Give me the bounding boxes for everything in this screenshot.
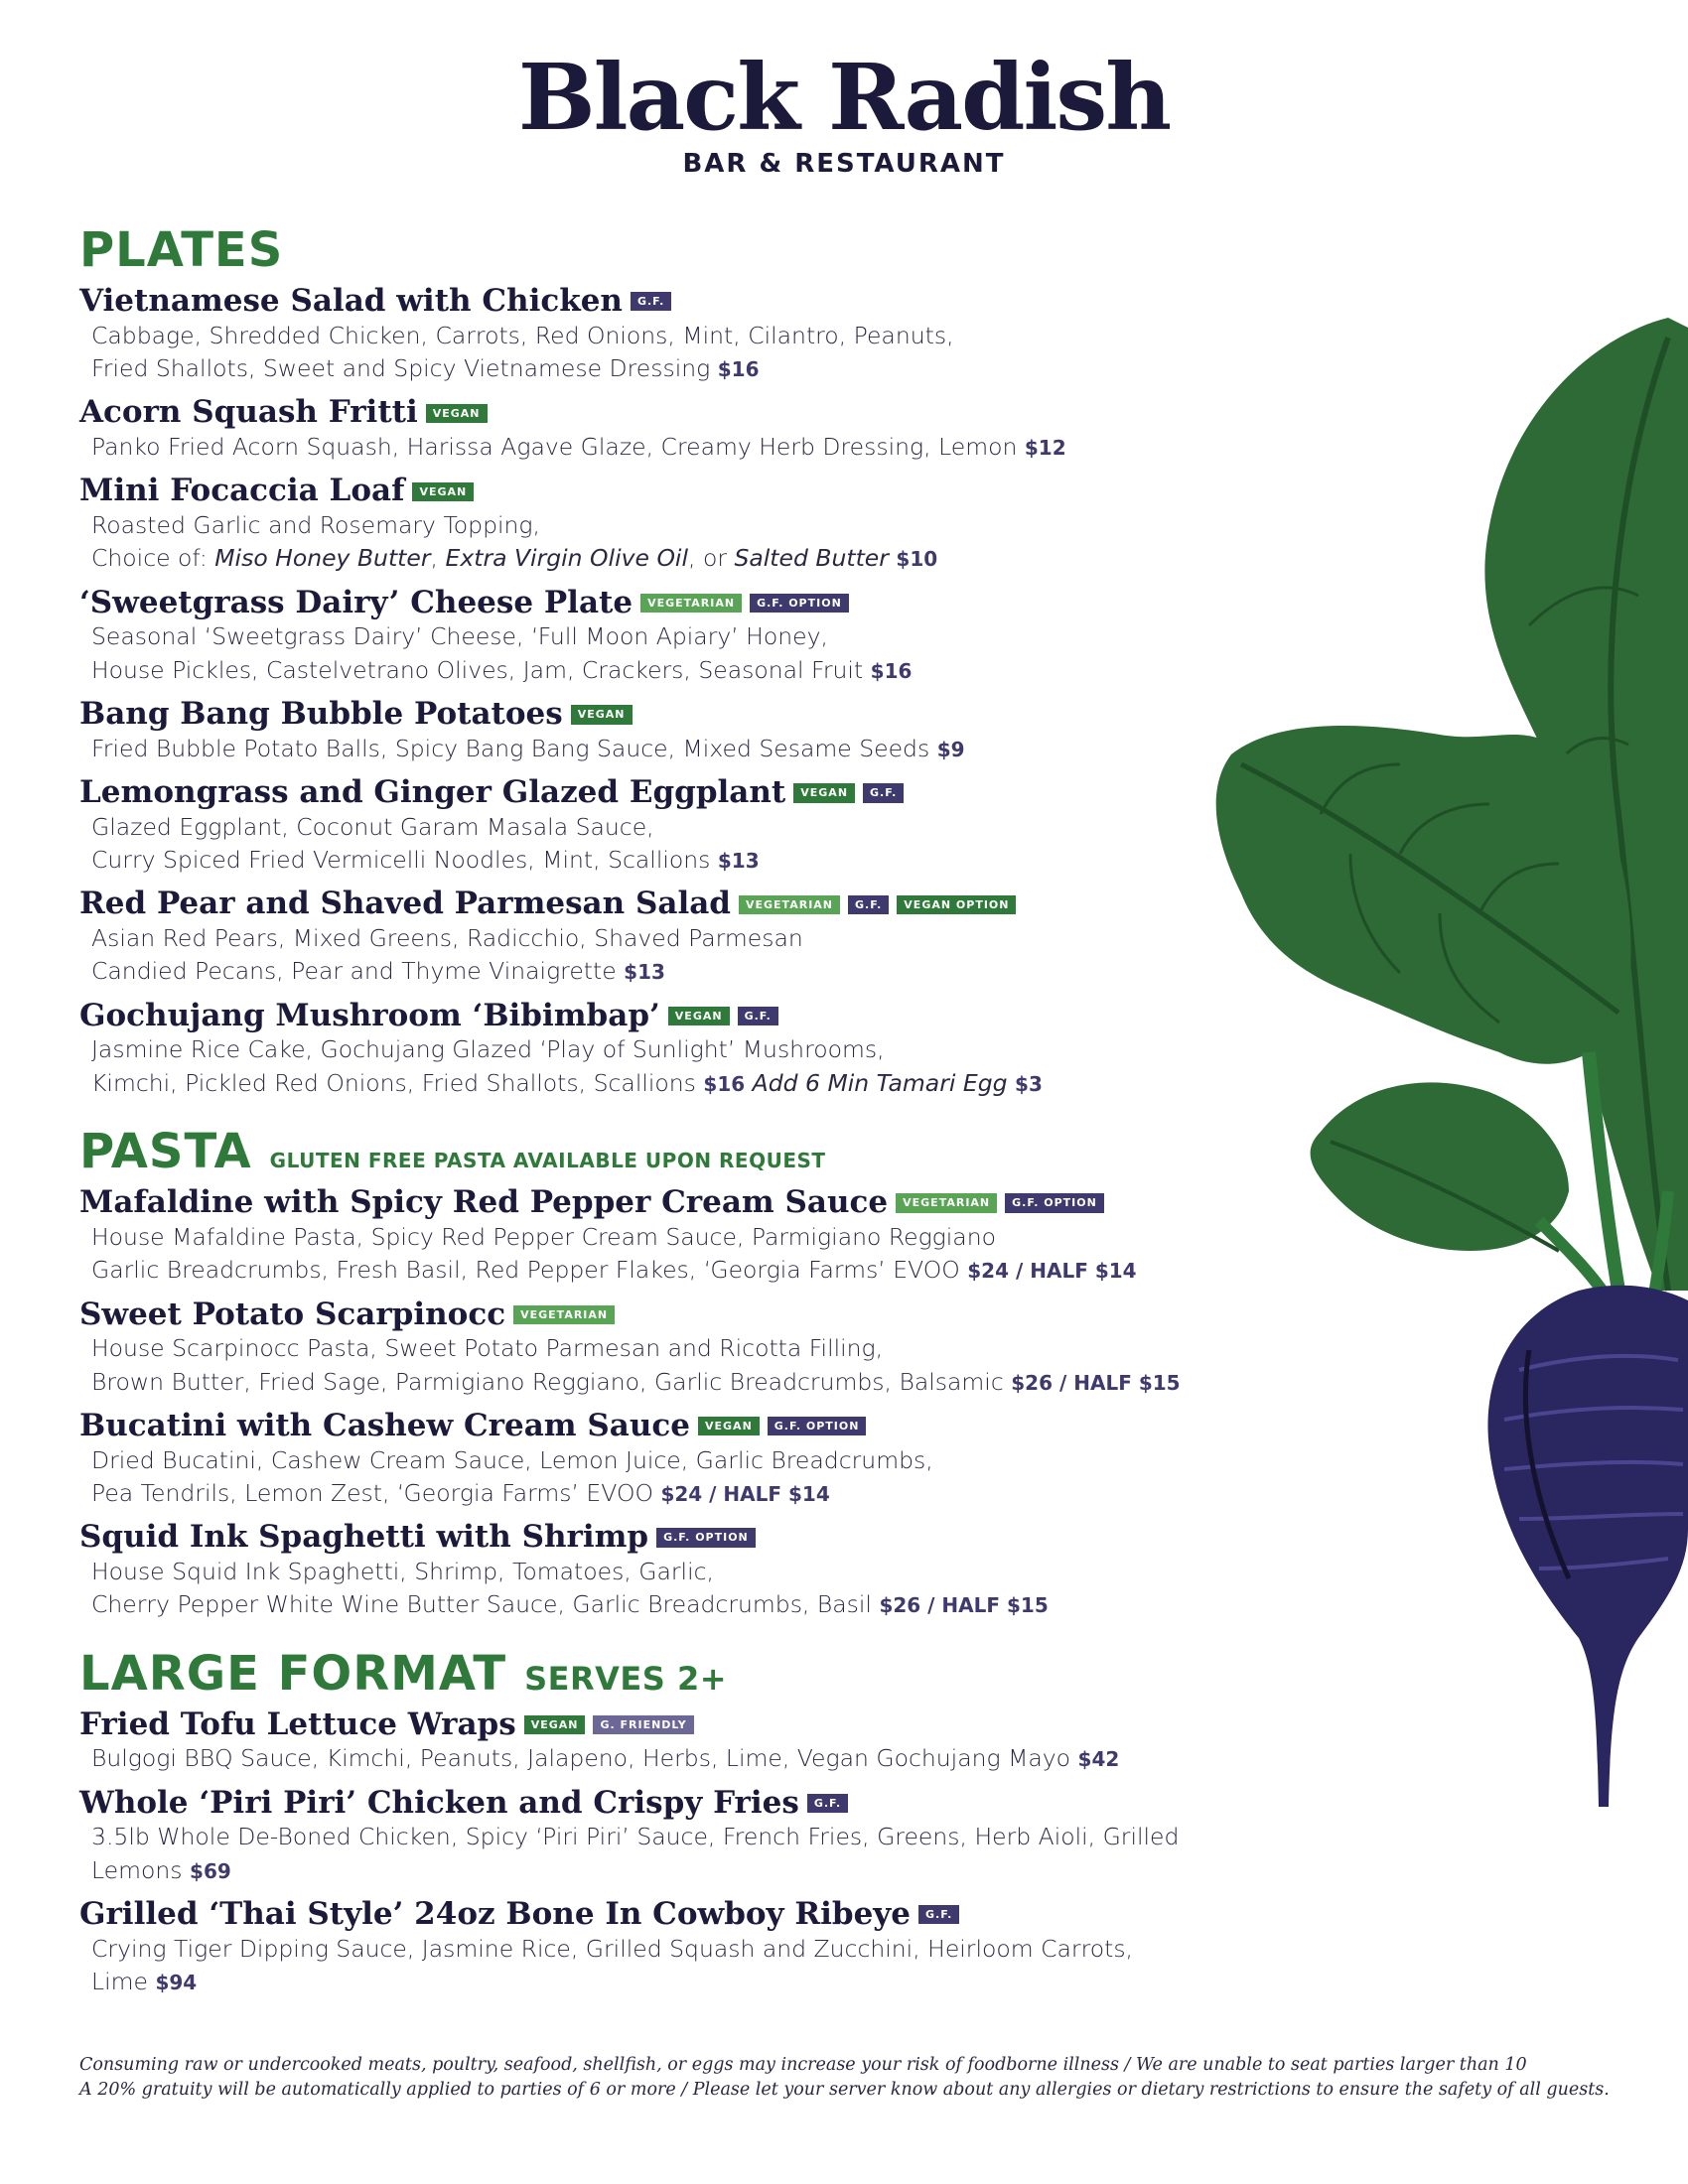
description-line: House Mafaldine Pasta, Spicy Red Pepper Cream Sauce, Parmigiano Reggiano <box>91 1222 996 1251</box>
item-price: $42 <box>1077 1747 1120 1772</box>
diet-tag: G.F. <box>863 783 904 802</box>
diet-tag: G.F. <box>738 1007 778 1025</box>
description-text: Panko Fried Acorn Squash, Harissa Agave Glaze, Creamy Herb Dressing, Lemon <box>91 433 1018 461</box>
item-name: Red Pear and Shaved Parmesan Salad <box>79 886 731 922</box>
description-text: Candied Pecans, Pear and Thyme Vinaigrette <box>91 957 617 986</box>
section-plates <box>79 222 1192 1100</box>
item-price: $16 <box>870 658 913 683</box>
menu-item <box>79 999 1192 1100</box>
item-name: Lemongrass and Ginger Glazed Eggplant <box>79 774 786 811</box>
description-line <box>91 352 1192 385</box>
description-line <box>91 1742 1192 1775</box>
item-description <box>79 1821 1192 1887</box>
description-text: Cherry Pepper White Wine Butter Sauce, Garlic Breadcrumbs, Basil <box>91 1590 872 1619</box>
item-name: Grilled ‘Thai Style’ 24oz Bone In Cowboy Ribeye <box>79 1895 912 1932</box>
description-line <box>91 654 1192 687</box>
item-description <box>79 1556 1192 1622</box>
item-name: Gochujang Mushroom ‘Bibimbap’ <box>79 997 660 1033</box>
item-price: $9 <box>936 737 965 761</box>
item-price: $94 <box>155 1970 198 1994</box>
item-description <box>79 1742 1192 1775</box>
item-price: $26 / HALF $15 <box>1011 1370 1181 1395</box>
item-description <box>79 922 1192 989</box>
description-line <box>91 1477 1192 1510</box>
item-price: $12 <box>1024 436 1066 460</box>
addon-text: Add 6 Min Tamari Egg <box>752 1068 1008 1097</box>
description-line: House Scarpinocc Pasta, Sweet Potato Parmesan and Ricotta Filling, <box>91 1334 884 1363</box>
item-description <box>79 1444 1192 1511</box>
footer-line: A 20% gratuity will be automatically applied to parties of 6 or more / Please let your server know about any allergies or dietary restrictions to ensure the safety of all guests. <box>79 2080 1610 2101</box>
description-line: Asian Red Pears, Mixed Greens, Radicchio, Shaved Parmesan <box>91 924 803 953</box>
description-line: Seasonal ‘Sweetgrass Dairy’ Cheese, ‘Full Moon Apiary’ Honey, <box>91 622 828 651</box>
menu-footer <box>79 2053 1628 2104</box>
menu-item <box>79 1297 1192 1399</box>
section-large-format <box>79 1645 1192 1999</box>
menu-item <box>79 1409 1192 1510</box>
menu-item <box>79 1786 1192 1887</box>
menu-item <box>79 1520 1192 1621</box>
footer-line: Consuming raw or undercooked meats, poultry, seafood, shellfish, or eggs may increase your risk of foodborne illness / We are unable to seat parties larger than 10 <box>79 2055 1527 2075</box>
menu-item <box>79 586 1192 687</box>
diet-tag: G.F. OPTION <box>768 1417 867 1435</box>
separator-text: , <box>430 544 446 573</box>
diet-tag: VEGETARIAN <box>640 594 742 613</box>
item-description <box>79 431 1192 464</box>
description-text: Choice of: <box>91 544 215 573</box>
item-price: $69 <box>190 1858 231 1883</box>
item-price: $16 <box>717 357 760 381</box>
section-title: PLATES <box>79 222 284 278</box>
item-description <box>79 509 1192 576</box>
menu-item <box>79 697 1192 765</box>
diet-tag: G.F. OPTION <box>1005 1193 1104 1212</box>
black-radish-illustration <box>1201 298 1688 1807</box>
diet-tag: VEGETARIAN <box>513 1305 615 1324</box>
diet-tag: VEGAN <box>426 404 488 423</box>
description-line <box>91 1933 1192 1999</box>
description-line: Glazed Eggplant, Coconut Garam Masala Sauce, <box>91 812 654 841</box>
item-description <box>79 811 1192 878</box>
leaf-lower <box>1311 1082 1569 1251</box>
menu-item <box>79 887 1192 988</box>
item-name: ‘Sweetgrass Dairy’ Cheese Plate <box>79 584 633 620</box>
description-text: Curry Spiced Fried Vermicelli Noodles, Mint, Scallions <box>91 846 711 875</box>
item-description <box>79 733 1192 765</box>
item-name: Whole ‘Piri Piri’ Chicken and Crispy Fries <box>79 1784 799 1821</box>
item-price: $24 / HALF $14 <box>660 1481 830 1506</box>
description-text: Pea Tendrils, Lemon Zest, ‘Georgia Farms’ EVOO <box>91 1478 653 1507</box>
menu-item <box>79 1185 1192 1287</box>
diet-tag: G.F. <box>918 1905 959 1924</box>
menu-item <box>79 1707 1192 1776</box>
item-price: $24 / HALF $14 <box>967 1259 1137 1284</box>
item-name: Acorn Squash Fritti <box>79 394 418 431</box>
option-text: Extra Virgin Olive Oil <box>445 544 688 573</box>
leaf-middle <box>1216 726 1631 1064</box>
item-price: $13 <box>717 849 760 874</box>
diet-tag: G.F. OPTION <box>656 1528 756 1547</box>
description-line <box>91 733 1192 765</box>
diet-tag: VEGAN <box>793 783 855 802</box>
description-line: Roasted Garlic and Rosemary Topping, <box>91 511 541 539</box>
description-text: 3.5lb Whole De-Boned Chicken, Spicy ‘Piri Piri’ Sauce, French Fries, Greens, Herb Aioli, Grilled Lemons <box>91 1823 1180 1884</box>
diet-tag: VEGAN OPTION <box>897 895 1016 914</box>
item-name: Mini Focaccia Loaf <box>79 473 405 509</box>
description-line <box>91 1588 1192 1621</box>
description-text: Garlic Breadcrumbs, Fresh Basil, Red Pepper Flakes, ‘Georgia Farms’ EVOO <box>91 1256 960 1285</box>
description-line: House Squid Ink Spaghetti, Shrimp, Tomatoes, Garlic, <box>91 1557 714 1585</box>
item-price: $26 / HALF $15 <box>879 1593 1049 1618</box>
restaurant-subtitle: BAR & RESTAURANT <box>682 149 1006 179</box>
description-text: Brown Butter, Fried Sage, Parmigiano Reggiano, Garlic Breadcrumbs, Balsamic <box>91 1367 1004 1396</box>
description-text: Fried Bubble Potato Balls, Spicy Bang Bang Sauce, Mixed Sesame Seeds <box>91 734 930 762</box>
description-text: Fried Shallots, Sweet and Spicy Vietnamese Dressing <box>91 354 711 382</box>
radish-root <box>1487 1286 1688 1807</box>
diet-tag: G.F. <box>631 292 671 311</box>
item-description <box>79 1933 1192 1999</box>
description-line <box>91 1254 1192 1287</box>
description-line <box>91 844 1192 877</box>
description-line <box>91 1366 1192 1399</box>
section-title: PASTA <box>79 1124 252 1180</box>
diet-tag: G.F. <box>848 895 889 914</box>
diet-tag: VEGAN <box>668 1007 730 1025</box>
section-note: SERVES 2+ <box>524 1659 728 1698</box>
description-line <box>91 955 1192 988</box>
description-text: Crying Tiger Dipping Sauce, Jasmine Rice, Grilled Squash and Zucchini, Heirloom Carrots, Lime <box>91 1934 1134 1995</box>
item-description <box>79 320 1192 386</box>
restaurant-name: Black Radish <box>517 44 1171 151</box>
menu-item <box>79 395 1192 464</box>
diet-tag: VEGAN <box>524 1715 586 1734</box>
menu-item <box>79 1897 1192 1998</box>
section-title: LARGE FORMAT <box>79 1645 507 1702</box>
menu-item <box>79 474 1192 575</box>
item-description <box>79 1221 1192 1288</box>
item-name: Squid Ink Spaghetti with Shrimp <box>79 1519 649 1556</box>
separator-text: , or <box>688 544 735 573</box>
section-note: GLUTEN FREE PASTA AVAILABLE UPON REQUEST <box>269 1149 826 1173</box>
description-line <box>91 1067 1192 1100</box>
item-description <box>79 620 1192 687</box>
diet-tag: G.F. OPTION <box>750 594 849 613</box>
addon-price: $3 <box>1015 1071 1043 1096</box>
section-pasta <box>79 1124 1192 1621</box>
menu-body <box>79 222 1192 2026</box>
option-text: Miso Honey Butter <box>214 544 431 573</box>
item-price: $16 <box>703 1071 746 1096</box>
diet-tag: G. FRIENDLY <box>593 1715 693 1734</box>
item-name: Fried Tofu Lettuce Wraps <box>79 1706 516 1742</box>
item-name: Vietnamese Salad with Chicken <box>79 283 623 319</box>
diet-tag: VEGAN <box>571 705 633 724</box>
item-price: $13 <box>624 960 665 985</box>
item-name: Bucatini with Cashew Cream Sauce <box>79 1407 690 1443</box>
menu-item <box>79 284 1192 385</box>
option-text: Salted Butter <box>734 544 889 573</box>
item-name: Bang Bang Bubble Potatoes <box>79 696 563 733</box>
description-line <box>91 542 1192 575</box>
description-text: Kimchi, Pickled Red Onions, Fried Shallots, Scallions <box>91 1068 696 1097</box>
diet-tag: VEGETARIAN <box>896 1193 997 1212</box>
item-name: Mafaldine with Spicy Red Pepper Cream Sauce <box>79 1184 889 1221</box>
diet-tag: VEGETARIAN <box>739 895 840 914</box>
item-name: Sweet Potato Scarpinocc <box>79 1296 506 1332</box>
description-line <box>91 1821 1192 1887</box>
item-price: $10 <box>896 547 938 572</box>
diet-tag: G.F. <box>807 1794 848 1813</box>
description-line: Cabbage, Shredded Chicken, Carrots, Red Onions, Mint, Cilantro, Peanuts, <box>91 321 954 349</box>
item-description <box>79 1033 1192 1100</box>
description-line <box>91 431 1192 464</box>
description-text: House Pickles, Castelvetrano Olives, Jam, Crackers, Seasonal Fruit <box>91 655 864 684</box>
description-text: Bulgogi BBQ Sauce, Kimchi, Peanuts, Jalapeno, Herbs, Lime, Vegan Gochujang Mayo <box>91 1744 1071 1773</box>
diet-tag: VEGAN <box>698 1417 760 1435</box>
description-line: Dried Bucatini, Cashew Cream Sauce, Lemon Juice, Garlic Breadcrumbs, <box>91 1445 933 1474</box>
item-description <box>79 1332 1192 1399</box>
menu-header <box>0 44 1688 179</box>
description-line: Jasmine Rice Cake, Gochujang Glazed ‘Play of Sunlight’ Mushrooms, <box>91 1035 885 1064</box>
menu-item <box>79 775 1192 877</box>
diet-tag: VEGAN <box>412 482 474 501</box>
